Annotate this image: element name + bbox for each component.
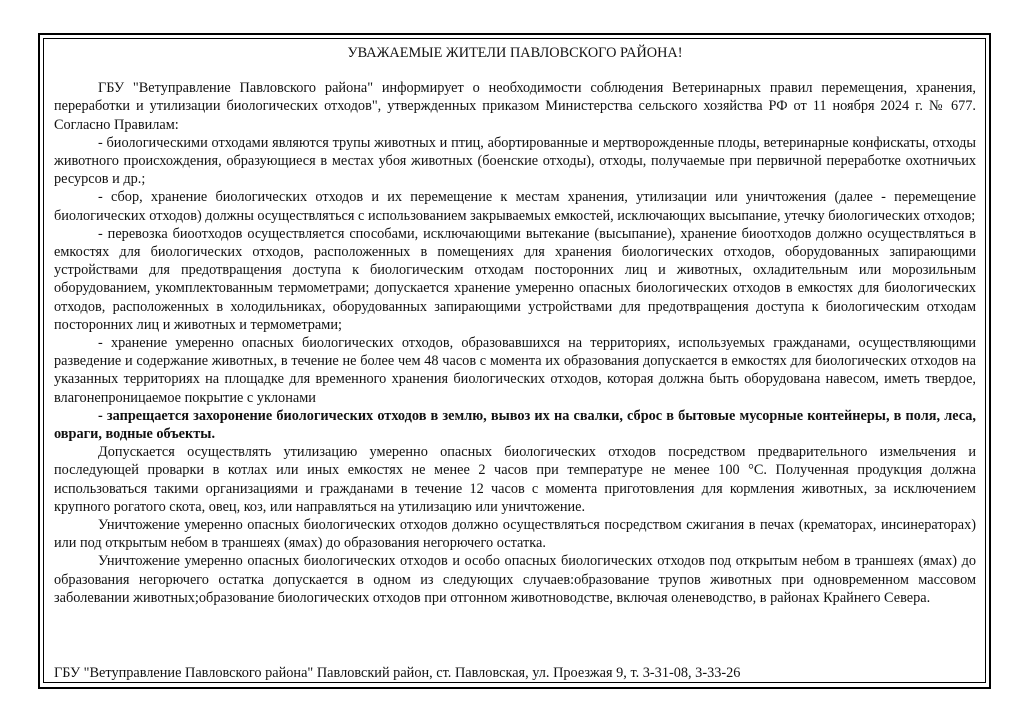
footer-contact: ГБУ "Ветуправление Павловского района" Павловский район, ст. Павловская, ул. Проезжая 9, т. 3-31-08, 3-33-26 (54, 665, 741, 681)
paragraph-destruction: Уничтожение умеренно опасных биологических отходов должно осуществляться посредством сжигания в печах (крематорах, инсинераторах) или под открытым небом в траншеях (ямах) до образования негорючего остатка. (54, 517, 976, 552)
paragraph-collection: - сбор, хранение биологических отходов и их перемещение к местам хранения, утилизации или уничтожения (далее - перемещение биологических отходов) должны осуществляться с использованием закрываемых емкостей, исключающих высыпание, утечку биологических отходов; (54, 189, 976, 224)
paragraph-storage: - хранение умеренно опасных биологических отходов, образовавшихся на территориях, используемых гражданами, осуществляющими разведение и содержание животных, в течение не более чем 48 часов с момента их образования допускается в емкостях для биологических отходов на указанных территориях на площадке для временного хранения биологических отходов, которая должна быть оборудована навесом, иметь твердое, влагонепроницаемое покрытие с уклонами (54, 335, 976, 406)
paragraph-prohibition: - запрещается захоронение биологических отходов в землю, вывоз их на свалки, сброс в бытовые мусорные контейнеры, в поля, леса, овраги, водные объекты. (54, 407, 976, 443)
paragraph-definition: - биологическими отходами являются трупы животных и птиц, абортированные и мертворожденные плоды, ветеринарные конфискаты, отходы животного происхождения, образующиеся в местах убоя животных (боенские отходы), отходы, получаемые при первичной переработке охотничьих ресурсов и др.; (54, 134, 976, 188)
paragraph-open-air: Уничтожение умеренно опасных биологических отходов и особо опасных биологических отходов под открытым небом в траншеях (ямах) до образования негорючего остатка допускается в одном из следующих случаев:образование трупов животных при одновременном массовом заболевании животных;образование биологических отходов при отгонном животноводстве, включая оленеводство, в районах Крайнего Севера. (54, 553, 976, 606)
paragraph-intro: ГБУ "Ветуправление Павловского района" информирует о необходимости соблюдения Ветеринарных правил перемещения, хранения, переработки и утилизации биологических отходов", утвержденных приказом Министерства сельского хозяйства РФ от 11 ноября 2024 г. № 677. Согласно Правилам: (54, 80, 976, 133)
notice-title: УВАЖАЕМЫЕ ЖИТЕЛИ ПАВЛОВСКОГО РАЙОНА! (347, 45, 683, 61)
paragraph-utilization: Допускается осуществлять утилизацию умеренно опасных биологических отходов посредством предварительного измельчения и последующей проварки в котлах или иных емкостях не менее 2 часов при температуре не менее 100 °С. Полученная продукция должна использоваться такими организациями и гражданами в течение 12 часов с момента приготовления для кормления животных, за исключением крупного рогатого скота, овец, коз, или направляться на утилизацию или уничтожение. (54, 444, 976, 515)
notice-body (54, 44, 976, 607)
paragraph-transport: - перевозка биоотходов осуществляется способами, исключающими вытекание (высыпание), хранение биоотходов должно осуществляться в емкостях для биологических отходов, расположенных в помещениях для хранения биологических отходов, оборудованных запирающими устройствами для предотвращения доступа к биологическим отходам посторонних лиц и животных, охладительным или морозильным оборудованием, укомплектованным термометрами; допускается хранение умеренно опасных биологических отходов в емкостях для биологических отходов, расположенных в холодильниках, оборудованных запирающими устройствами для предотвращения доступа к биологическим отходам посторонних лиц и животных и термометрами; (54, 225, 976, 333)
